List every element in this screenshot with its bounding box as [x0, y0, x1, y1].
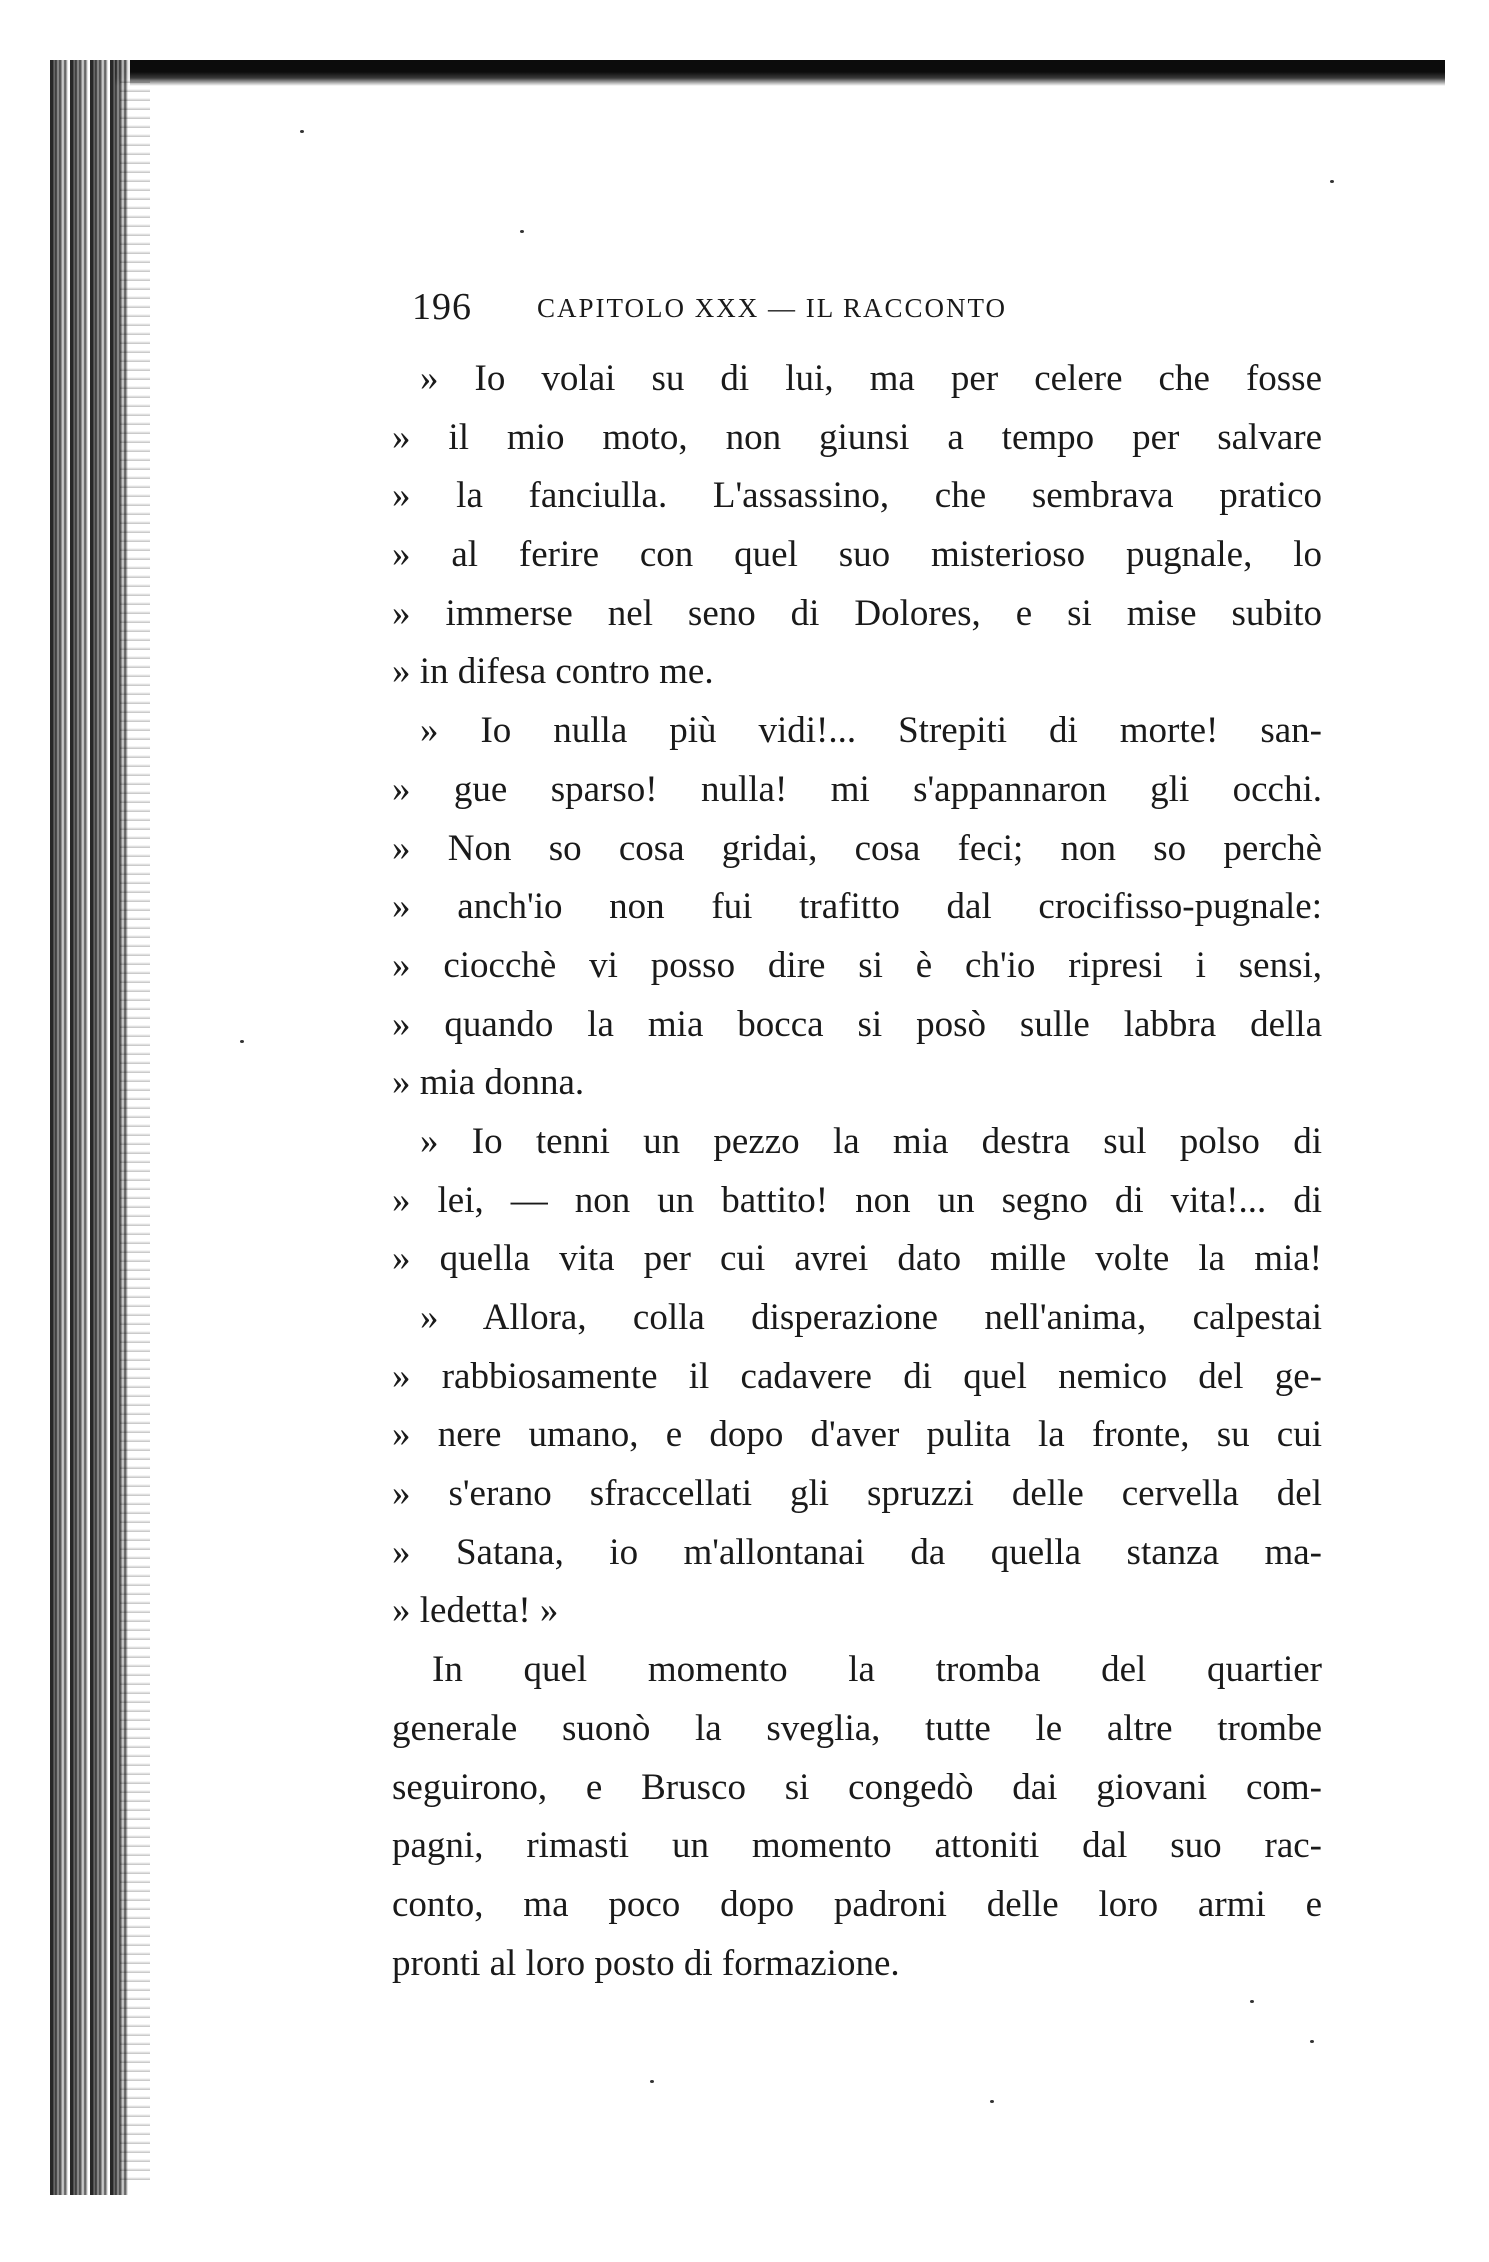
- text-line: pronti al loro posto di formazione.: [392, 1942, 900, 1984]
- scan-binding-fade: [120, 80, 150, 2180]
- text-line: » immerse nel seno di Dolores, e si mise subito: [392, 592, 1322, 634]
- text-line: » ledetta! »: [392, 1590, 559, 1632]
- text-line: » ciocchè vi posso dire si è ch'io ripresi i sensi,: [392, 944, 1322, 986]
- scan-speck: [1250, 2000, 1254, 2003]
- text-line: » al ferire con quel suo misterioso pugnale, lo: [392, 534, 1322, 576]
- text-line: » lei, — non un battito! non un segno di vita!... di: [392, 1179, 1322, 1221]
- text-line: » gue sparso! nulla! mi s'appannaron gli occhi.: [392, 768, 1322, 810]
- text-line: » Io nulla più vidi!... Strepiti di morte! san-: [420, 710, 1322, 752]
- text-line: » Io volai su di lui, ma per celere che fosse: [420, 358, 1322, 399]
- text-line: pagni, rimasti un momento attoniti dal suo rac-: [392, 1825, 1322, 1867]
- text-line: » rabbiosamente il cadavere di quel nemico del ge-: [392, 1355, 1322, 1397]
- text-line: In quel momento la tromba del quartier: [432, 1649, 1322, 1691]
- running-head: CAPITOLO XXX — IL RACCONTO: [537, 293, 1008, 323]
- text-line: seguirono, e Brusco si congedò dai giovani com-: [392, 1766, 1322, 1808]
- scan-speck: [520, 230, 524, 233]
- text-line: » quando la mia bocca si posò sulle labbra della: [392, 1003, 1322, 1045]
- text-line: conto, ma poco dopo padroni delle loro armi e: [392, 1883, 1322, 1925]
- text-line: generale suonò la sveglia, tutte le altre trombe: [392, 1707, 1322, 1749]
- text-line: » anch'io non fui trafitto dal crocifisso-pugnale:: [392, 886, 1322, 928]
- text-line: » la fanciulla. L'assassino, che sembrava pratico: [392, 475, 1322, 517]
- scan-speck: [650, 2080, 654, 2083]
- page-number: 196: [412, 286, 472, 328]
- scan-speck: [990, 2100, 994, 2103]
- text-line: » s'erano sfraccellati gli spruzzi delle cervella del: [392, 1473, 1322, 1515]
- text-line: » quella vita per cui avrei dato mille volte la mia!: [392, 1238, 1322, 1280]
- page-header: [412, 285, 1322, 335]
- text-line: » il mio moto, non giunsi a tempo per salvare: [392, 416, 1322, 458]
- text-line: » Io tenni un pezzo la mia destra sul polso di: [420, 1120, 1322, 1162]
- scan-speck: [240, 1040, 244, 1043]
- text-line: » nere umano, e dopo d'aver pulita la fronte, su cui: [392, 1414, 1322, 1456]
- text-line: » Satana, io m'allontanai da quella stanza ma-: [392, 1531, 1322, 1573]
- text-line: » Allora, colla disperazione nell'anima, calpestai: [420, 1297, 1322, 1338]
- text-line: » in difesa contro me.: [392, 651, 714, 693]
- scan-shadow-top: [115, 60, 1445, 86]
- text-line: » mia donna.: [392, 1062, 585, 1104]
- text-line: » Non so cosa gridai, cosa feci; non so perchè: [392, 827, 1322, 869]
- scan-speck: [1330, 180, 1334, 183]
- body-text: [392, 350, 1322, 1993]
- scan-binding-shadow: [50, 60, 130, 2195]
- scan-speck: [1310, 2040, 1314, 2043]
- scan-speck: [300, 130, 304, 133]
